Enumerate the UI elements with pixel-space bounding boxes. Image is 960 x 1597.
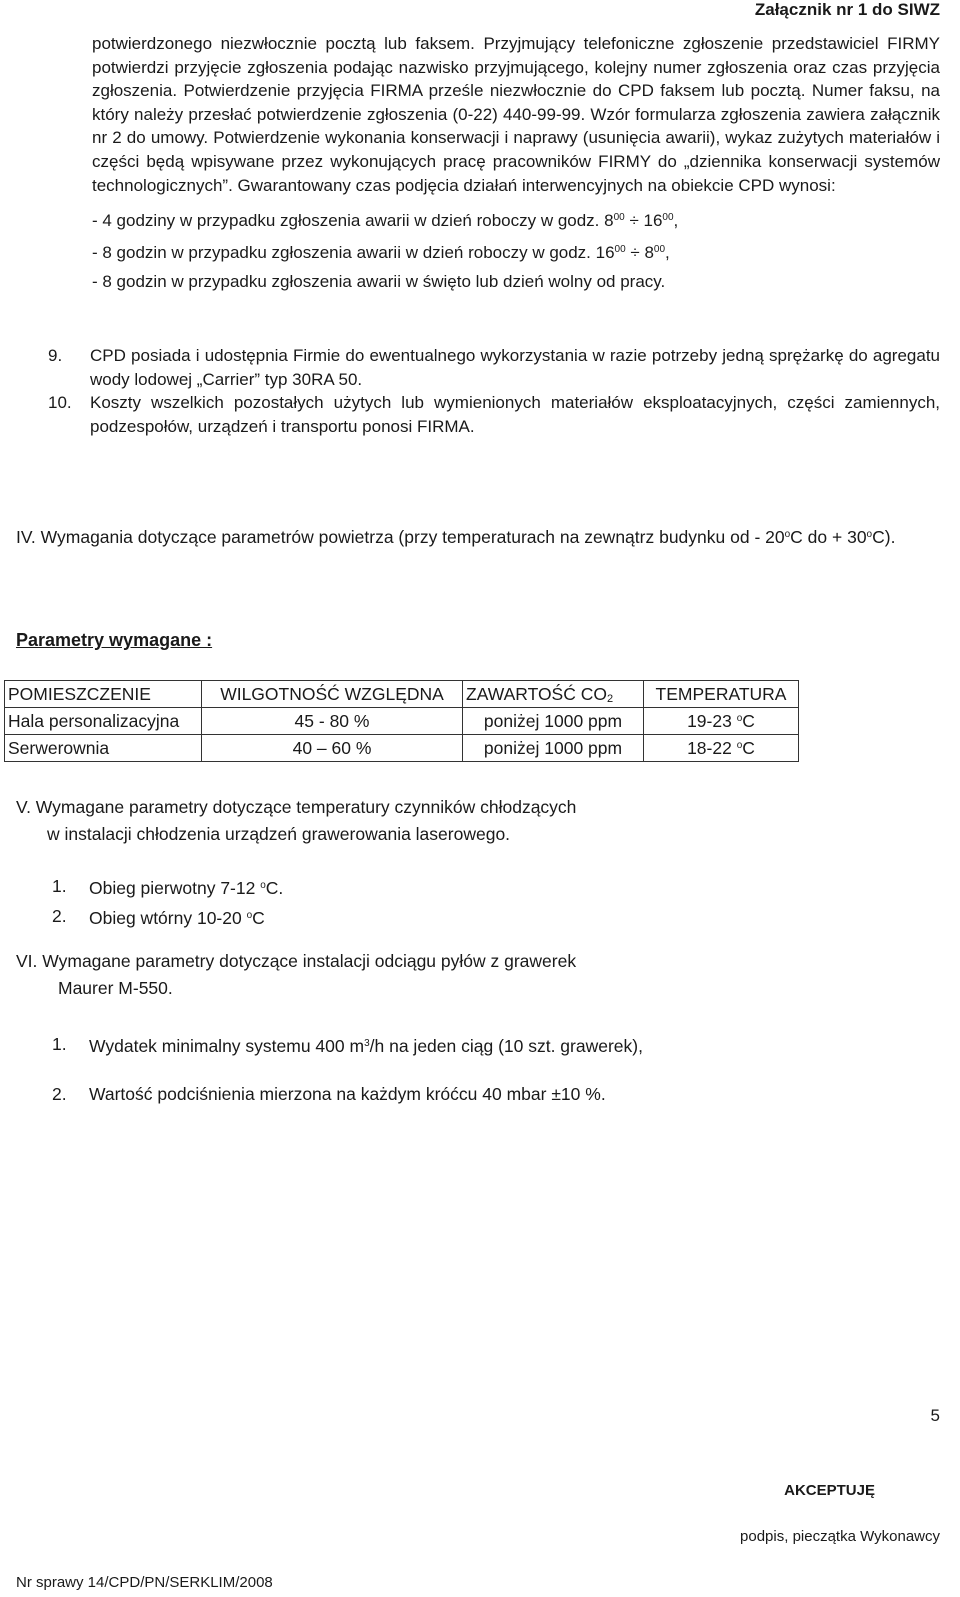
case-number-footer: Nr sprawy 14/CPD/PN/SERKLIM/2008 [16, 1574, 273, 1591]
accept-label: AKCEPTUJĘ [784, 1482, 875, 1499]
params-title: Parametry wymagane : [16, 630, 213, 650]
numbered-items [48, 344, 940, 438]
section-v-list [52, 872, 283, 932]
intro-sentence-1: potwierdzonego niezwłocznie pocztą lub faksem. Przyjmujący telefoniczne zgłoszenie przedstawiciel FIRMY potwierdzi przyjęcie zgłoszenia podając nazwisko przyjmującego, kolejny numer zgłoszenia oraz czas przyjęcia zgłoszenia. [92, 34, 940, 101]
list-item: 1. Wydatek minimalny systemu 400 $m^3/h$ na jeden ciąg (10 szt. grawerek), [52, 1034, 643, 1056]
list-item: 9. CPD posiada i udostępnia Firmie do ewentualnego wykorzystania w razie potrzeby jedną sprężarkę do agregatu wody lodowej „Carrier” typ 30RA 50. [48, 346, 940, 389]
section-vi-list [52, 1020, 643, 1118]
table-cell: Hala personalizacyjna [5, 708, 202, 735]
list-item: 2. Obieg wtórny 10-20 $^o$C [52, 906, 265, 928]
table-cell: Serwerownia [5, 735, 202, 762]
intro-sentence-4: Gwarantowany czas podjęcia działań interwencyjnych na obiekcie CPD wynosi: [237, 175, 836, 195]
table-cell: 45 - 80 % [202, 708, 463, 735]
attachment-header: Załącznik nr 1 do SIWZ [754, 0, 940, 19]
parameters-table [4, 680, 799, 762]
table-cell: 18-22 $^o$C [644, 735, 799, 762]
signature-label: podpis, pieczątka Wykonawcy [740, 1528, 940, 1545]
section-vi-heading: VI. Wymagane parametry dotyczące instalacji odciągu pyłów z grawerek Maurer M-550. [16, 951, 577, 998]
intro-sentence-2: Potwierdzenie przyjęcia FIRMA prześle niezwłocznie do CPD faksem lub pocztą. Numer faksu, na który należy przesłać potwierdzenie zgłoszenia (0-22) 440-99-99. Wzór formularza zgłoszenia zawiera załącznik nr 2 do umowy. [92, 81, 940, 148]
section-v-heading: V. Wymagane parametry dotyczące temperatury czynników chłodzących w instalacji chłodzenia urządzeń grawerowania laserowego. [16, 797, 577, 844]
table-cell: poniżej 1000 ppm [463, 708, 644, 735]
column-header: POMIESZCZENIE [5, 681, 202, 708]
response-time-item: - 8 godzin w przypadku zgłoszenia awarii w dzień roboczy w godz. $16^{00} \div 8^{00}$, [92, 243, 670, 263]
table-row [5, 735, 799, 762]
table-cell: 19-23 $^o$C [644, 708, 799, 735]
column-header: ZAWARTOŚĆ $CO_2$ [463, 681, 644, 708]
response-time-item: - 4 godziny w przypadku zgłoszenia awarii w dzień roboczy w godz. $8^{00} \div 16^{00}$, [92, 211, 679, 231]
column-header: TEMPERATURA [644, 681, 799, 708]
response-time-item: - 8 godzin w przypadku zgłoszenia awarii w święto lub dzień wolny od pracy. [92, 272, 666, 292]
page-number: 5 [930, 1406, 940, 1425]
list-item: 10. Koszty wszelkich pozostałych użytych lub wymienionych materiałów eksploatacyjnych, części zamiennych, podzespołów, urządzeń i transportu ponosi FIRMA. [48, 393, 940, 436]
list-item: 1. Obieg pierwotny 7-12 $^o$C. [52, 876, 284, 898]
intro-sentence-3: Potwierdzenie wykonania konserwacji i naprawy (usunięcia awarii), wykaz zużytych materiałów i części będą wpisywane przez wykonujących pracę pracowników FIRMY do „dziennika konserwacji systemów technologicznych”. [92, 128, 940, 195]
intro-paragraph [92, 32, 940, 296]
table-cell: poniżej 1000 ppm [463, 735, 644, 762]
section-iv-heading: IV. Wymagania dotyczące parametrów powietrza (przy temperaturach na zewnątrz budynku od - 20$^o$C do + $30^oC$). [16, 527, 896, 547]
response-time-list [92, 203, 940, 296]
list-item: 2. Wartość podciśnienia mierzona na każdym króćcu 40 mbar ±10 %. [52, 1084, 606, 1104]
column-header: WILGOTNOŚĆ WZGLĘDNA [202, 681, 463, 708]
table-cell: 40 – 60 % [202, 735, 463, 762]
table-header-row [5, 681, 799, 708]
table-row [5, 708, 799, 735]
